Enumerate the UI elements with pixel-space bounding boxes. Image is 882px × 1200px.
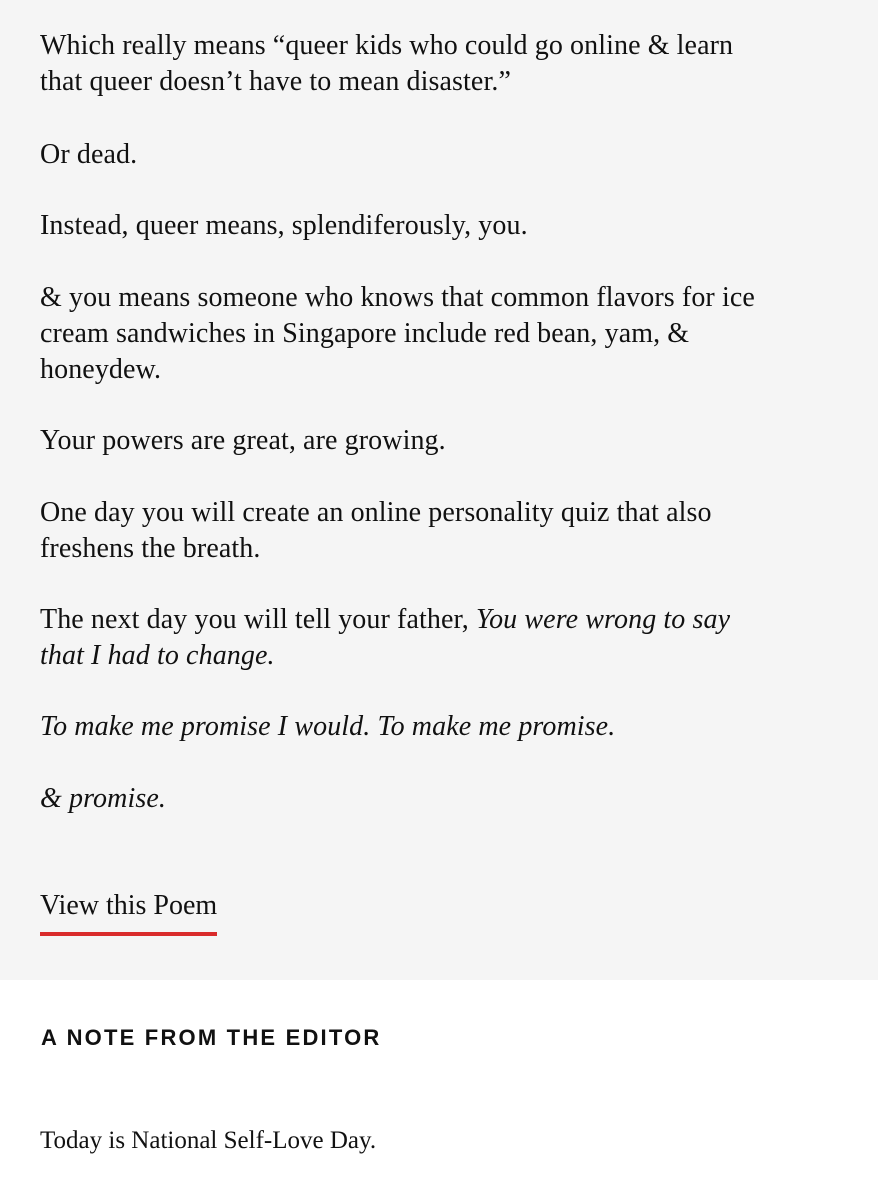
poem-line: One day you will create an online personality quiz that also	[40, 497, 712, 528]
poem-line: that queer doesn’t have to mean disaster.”	[40, 66, 511, 97]
stanza-9	[40, 781, 840, 817]
poem-line: cream sandwiches in Singapore include red bean, yam, &	[40, 318, 690, 349]
stanza-4	[40, 280, 840, 388]
stanza-5	[40, 423, 840, 459]
editor-note-text: Today is National Self-Love Day.	[40, 1127, 377, 1154]
stanza-1	[40, 28, 840, 100]
poem-line: freshens the breath.	[40, 533, 261, 564]
stanza-8	[40, 709, 840, 745]
stanza-6	[40, 495, 840, 567]
poem-line-italic: & promise.	[40, 783, 166, 814]
stanza-2	[40, 137, 840, 173]
poem-line: Instead, queer means, splendiferously, you.	[40, 210, 528, 241]
poem-line: honeydew.	[40, 354, 162, 385]
poem-line-italic: To make me promise I would. To make me promise.	[40, 711, 616, 742]
poem-line-italic: that I had to change.	[40, 640, 275, 671]
poem-line: & you means someone who knows that common flavors for ice	[40, 282, 755, 313]
poem-line: The next day you will tell your father,	[40, 604, 476, 635]
editor-note-heading: A NOTE FROM THE EDITOR	[41, 1025, 382, 1050]
poem-line: Or dead.	[40, 139, 138, 170]
view-poem-link[interactable]: View this Poem	[40, 888, 217, 936]
stanza-3	[40, 208, 840, 244]
poem-line-italic: You were wrong to say	[475, 604, 731, 635]
poem-line: Which really means “queer kids who could go online & learn	[40, 30, 734, 61]
poem-line: Your powers are great, are growing.	[40, 425, 446, 456]
stanza-7	[40, 602, 840, 674]
